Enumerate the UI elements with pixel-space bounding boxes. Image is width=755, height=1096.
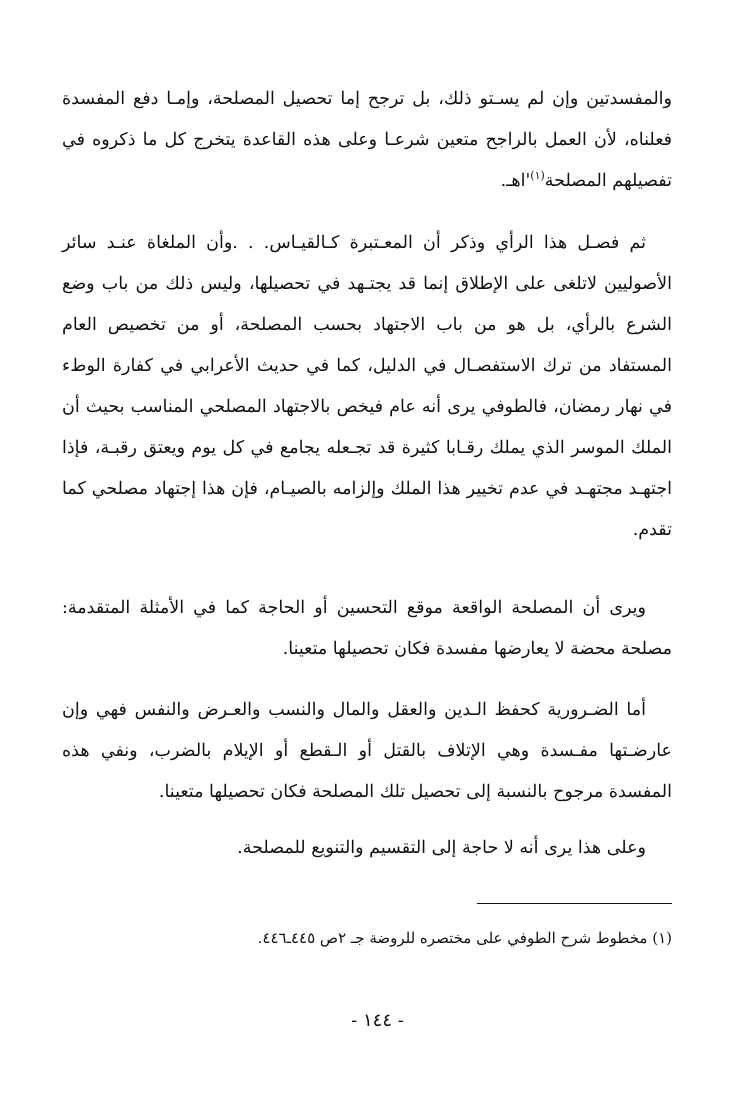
footnote: (١) مخطوط شرح الطوفي على مختصره للروضة جـ ٢ص ٤٤٥ـ٤٤٦. [257,929,672,947]
paragraph-3: ويرى أن المصلحة الواقعة موقع التحسين أو الحاجة كما في الأمثلة المتقدمة: مصلحة محضة لا يعارضها مفسدة فكان تحصيلها متعينا. [62,598,672,659]
paragraph-5: وعلى هذا يرى أنه لا حاجة إلى التقسيم والتنويع للمصلحة. [237,838,646,858]
paragraph-1-tail: 'اهـ. [500,171,531,191]
page-number: - ١٤٤ - [351,1010,404,1031]
paragraph-1-text: والمفسدتين وإن لم يسـتو ذلك، بل ترجح إما تحصيل المصلحة، وإمـا دفع المفسدة فعلناه، لأن العمل بالراجح متعين شرعـا وعلى هذه القاعدة يتخرج كل ما ذكروه في تفصيلهم المصلحة [62,89,672,191]
paragraph-1 [62,79,672,202]
paragraph-2: ثم فصـل هذا الرأي وذكر أن المعـتبرة كـالقيـاس. . .وأن الملغاة عنـد سائر الأصوليين لاتلغى على الإطلاق إنما قد يجتـهد في تحصيلها، وليس ذلك من باب وضع الشرع بالرأي، بل هو من باب الاجتهاد بحسب المصلحة، أو من تخصيص العام المستفاد من ترك الاستفصـال في الدليل، كما في حديث الأعرابي في كفارة الوطء في نهار رمضان، فالطوفي يرى أنه عام فيخص بالاجتهاد المصلحي المناسب بحيث أن الملك الموسر الذي يملك رقـابا كثيرة قد تجـعله يجامع في كل يوم ويعتق رقبـة، فإذا اجتهـد مجتهـد في عدم تخيير هذا الملك وإلزامه بالصيـام، فإن هذا إجتهاد مصلحي كما تقدم. [62,233,672,540]
footnote-divider [477,903,672,904]
paragraph-4: أما الضـرورية كحفظ الـدين والعقل والمال والنسب والعـرض والنفس فهي وإن عارضـتها مفـسدة وهي الإتلاف بالقتل أو الـقطع أو الإيلام بالضرب، ونفي هذه المفسدة مرجوح بالنسبة إلى تحصيل تلك المصلحة فكان تحصيلها متعينا. [62,700,672,802]
footnote-reference: (١) [530,169,545,183]
